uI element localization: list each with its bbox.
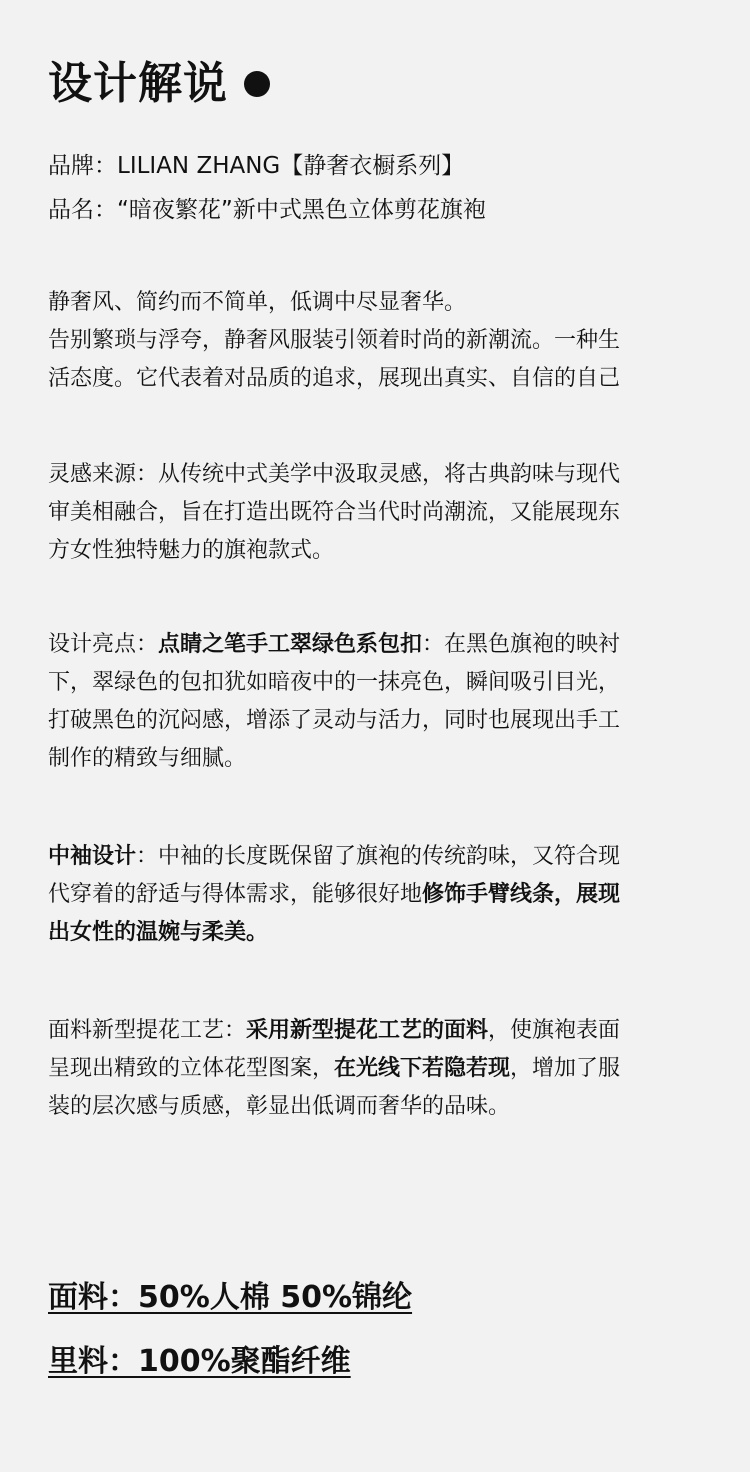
- bullet-dot-icon: [244, 71, 270, 97]
- outer-material: [48, 1276, 412, 1320]
- inspiration-line-2: 审美相融合，旨在打造出既符合当代时尚潮流，又能展现东: [48, 500, 621, 525]
- highlight-bold: 点睛之笔手工翠绿色系包扣: [158, 632, 423, 657]
- highlight-line-2: 下，翠绿色的包扣犹如暗夜中的一抹亮色，瞬间吸引目光，: [48, 670, 621, 695]
- highlight-paragraph: [48, 626, 708, 778]
- sleeve-bold: 中袖设计: [48, 844, 137, 869]
- inspiration-line-3: 方女性独特魅力的旗袍款式。: [48, 538, 335, 563]
- fabric-line-3: 装的层次感与质感，彰显出低调而奢华的品味。: [48, 1094, 511, 1119]
- sleeve-line-3: [48, 914, 708, 952]
- sleeve-line-2: [48, 876, 708, 914]
- fabric-bold: 采用新型提花工艺的面料: [246, 1018, 489, 1043]
- highlight-label: 设计亮点：: [48, 632, 159, 657]
- sleeve-paragraph: [48, 838, 708, 952]
- sleeve-line-2-plain: 代穿着的舒适与得体需求，能够很好地: [48, 882, 423, 907]
- outer-material-text: 面料：50%人棉 50%锦纶: [48, 1280, 413, 1315]
- sleeve-line-1: [48, 838, 708, 876]
- sleeve-rest: ：中袖的长度既保留了旗袍的传统韵味，又符合现: [136, 844, 621, 869]
- highlight-line-4: 制作的精致与细腻。: [48, 746, 247, 771]
- lining-material: [48, 1340, 351, 1384]
- sleeve-line-2-bold: 修饰手臂线条，展现: [422, 882, 621, 907]
- highlight-line-1: [48, 626, 708, 664]
- highlight-line-3: 打破黑色的沉闷感，增添了灵动与活力，同时也展现出手工: [48, 708, 621, 733]
- intro-line-3: 活态度。它代表着对品质的追求，展现出真实、自信的自己: [48, 366, 621, 391]
- lining-material-text: 里料：100%聚酯纤维: [48, 1344, 351, 1379]
- fabric-rest: ，使旗袍表面: [488, 1018, 621, 1043]
- intro-line-1: 静奢风、简约而不简单，低调中尽显奢华。: [48, 290, 467, 315]
- intro-paragraph: [48, 284, 708, 398]
- highlight-rest: ：在黑色旗袍的映衬: [422, 632, 621, 657]
- fabric-label: 面料新型提花工艺：: [48, 1018, 247, 1043]
- product-meta: [48, 144, 708, 232]
- title-text: 设计解说: [48, 58, 228, 109]
- section-title: [48, 52, 270, 116]
- inspiration-paragraph: [48, 456, 708, 570]
- intro-line-2: 告别繁琐与浮夸，静奢风服装引领着时尚的新潮流。一种生: [48, 328, 621, 353]
- sleeve-line-3-bold: 出女性的温婉与柔美。: [48, 920, 269, 945]
- fabric-line-2-rest: ，增加了服: [510, 1056, 621, 1081]
- fabric-line-2-bold: 在光线下若隐若现: [334, 1056, 511, 1081]
- fabric-line-1: [48, 1012, 708, 1050]
- product-name-line: 品名：“暗夜繁花”新中式黑色立体剪花旗袍: [48, 197, 486, 223]
- fabric-line-2: [48, 1050, 708, 1088]
- fabric-paragraph: [48, 1012, 708, 1126]
- inspiration-line-1: 灵感来源：从传统中式美学中汲取灵感，将古典韵味与现代: [48, 462, 621, 487]
- brand-line: 品牌：LILIAN ZHANG【静奢衣橱系列】: [48, 153, 465, 179]
- fabric-line-2-plain: 呈现出精致的立体花型图案，: [48, 1056, 335, 1081]
